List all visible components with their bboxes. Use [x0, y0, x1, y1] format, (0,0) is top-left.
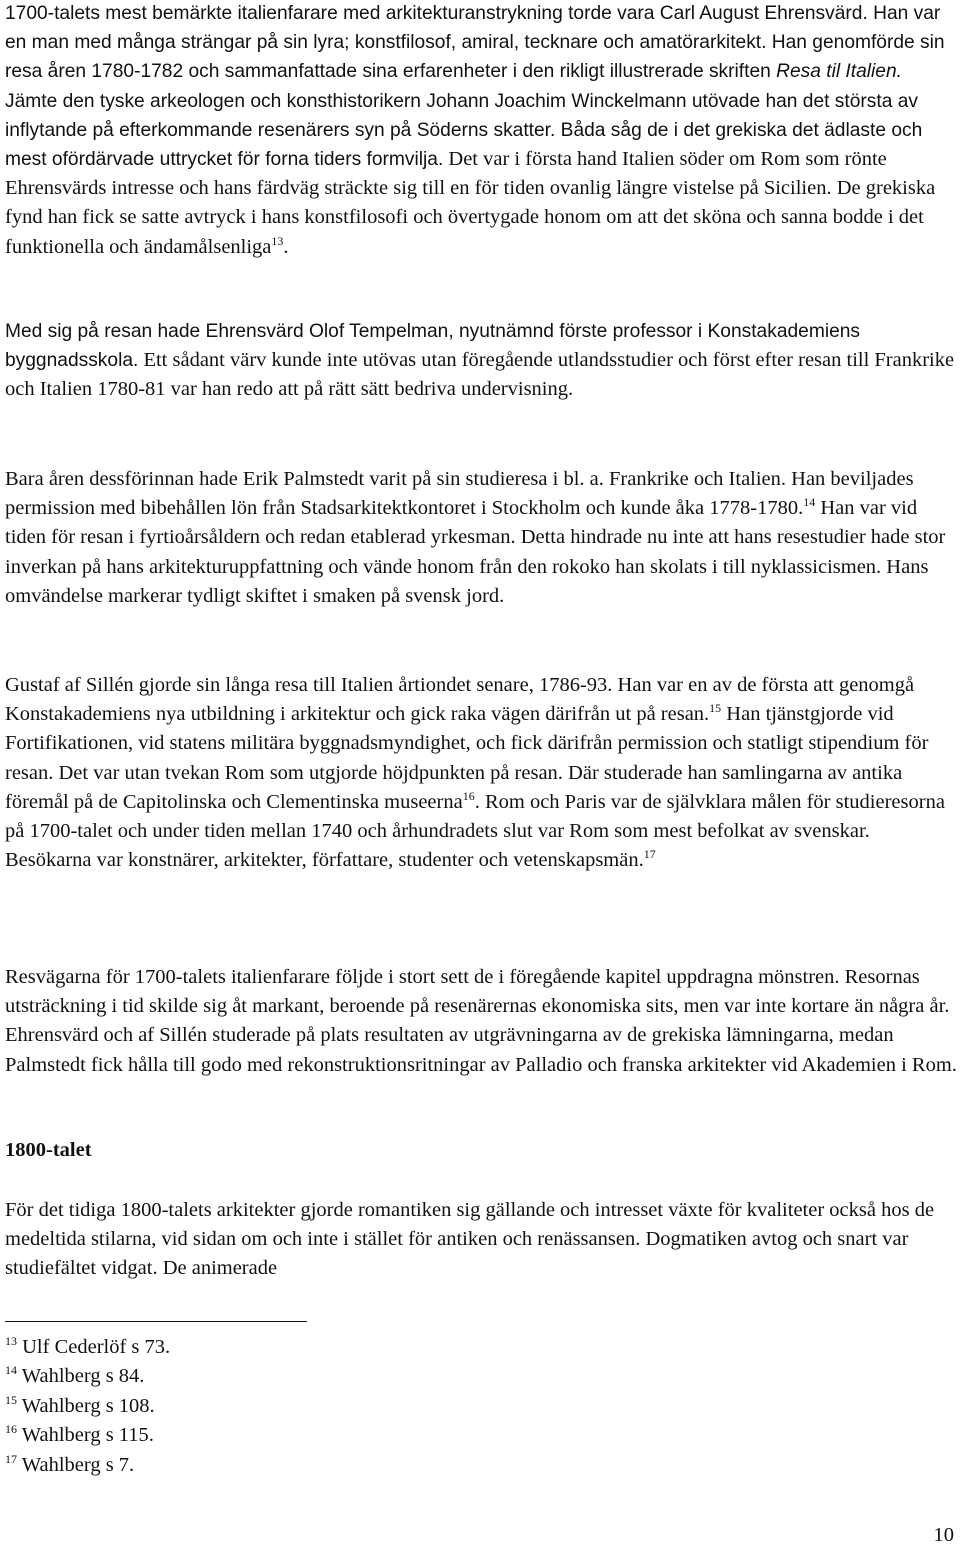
- text-run: . Rom och Paris var de självklara målen för studieresorna på 1700-talet och under tiden mellan 1740 och århundradets slut var Rom som mest befolkat av svenskar. Besökarna var konstnärer, arkitekter, författare, studenter och vetenskapsmän.: [5, 790, 945, 872]
- paragraph-palmstedt: [5, 465, 957, 611]
- footnote-item: $^{17}$ Wahlberg s 7.: [5, 1451, 135, 1476]
- text-run: Gustaf af Sillén gjorde sin långa resa till Italien årtiondet senare, 1786-93. Han var en av de första att genomgå Konstakademiens nya utbildning i arkitektur och gick raka vägen därifrån ut på resan.: [5, 674, 915, 726]
- paragraph-ehrensvard: [5, 0, 957, 262]
- text-run: Han tjänstgjorde vid Fortifikationen, vid statens militära byggnadsmyndighet, och fick därifrån permission och statligt stipendium för resan. Det var utan tvekan Rom som utgjorde höjdpunkten på resan. Där studerade han samlingarna av antika föremål på de Capitolinska och Clementinska museerna: [5, 703, 929, 813]
- page-number: 10: [933, 1524, 954, 1546]
- section-heading-1800: 1800-talet: [5, 1139, 92, 1161]
- text-run: Resa til Italien.: [776, 61, 902, 83]
- paragraph-1800-talet: [5, 1196, 957, 1284]
- text-run: Det var i första hand Italien söder om Rom som rönte Ehrensvärds intresse och hans färdväg sträckte sig till en för tiden ovanlig längre vistelse på Sicilien. De grekiska fynd han fick se satte avtryck i hans konstfilosofi och övertygade honom om att det sköna och sanna bodde i det funktionella och ändamålsenliga: [5, 148, 936, 258]
- text-run: Bara åren dessförinnan hade Erik Palmstedt varit på sin studieresa i bl. a. Frankrike och Italien. Han beviljades permission med bibehållen lön från Stadsarkitektkontoret i Stockholm och kunde åka 1778-1780.: [5, 468, 914, 520]
- text-run: Resvägarna för 1700-talets italienfarare följde i stort sett de i föregående kapitel uppdragna mönstren. Resornas utsträckning i tid skilde sig åt markant, beroende på resenärernas ekonomiska sits, men var inte kortare än några år. Ehrensvärd och af Sillén studerade på plats resultaten av utgrävningarna av de grekiska lämningarna, medan Palmstedt fick hålla till godo med rekonstruktionsritningar av Palladio och franska arkitekter vid Akademien i Rom.: [5, 966, 957, 1076]
- footnote-item: $^{13}$ Ulf Cederlöf s 73.: [5, 1334, 171, 1358]
- text-run: Med sig på resan hade Ehrensvärd Olof Tempelman, nyutnämnd förste professor i Konstakademiens byggnadsskola.: [5, 321, 861, 372]
- footnote-item: $^{14}$ Wahlberg s 84.: [5, 1363, 145, 1388]
- paragraph-sillen: [5, 671, 957, 875]
- footnote-item: $^{15}$ Wahlberg s 108.: [5, 1392, 155, 1417]
- footnote-ref: 17: [643, 847, 656, 862]
- footnote-ref: 16: [462, 788, 475, 803]
- text-run: Han genomförde sin resa åren 1780-1782 och sammanfattade sina erfarenheter i den rikligt illustrerade skriften: [5, 32, 945, 83]
- paragraph-tempelman: [5, 317, 957, 405]
- footnote-ref: 13: [271, 233, 284, 248]
- text-run: Han var vid tiden för resan i fyrtioårsåldern och redan etablerad yrkesman. Detta hindrade nu inte att hans resestudier hade stor inverkan på hans arkitekturuppfattning och vände honom från den rokoko han skolats i till nyklassicismen. Hans omvändelse markerar tydligt skiftet i smaken på svensk jord.: [5, 497, 946, 607]
- text-run: Ett sådant värv kunde inte utövas utan föregående utlandsstudier och först efter resan till Frankrike och Italien 1780-81 var han redo att på rätt sätt bedriva undervisning.: [5, 349, 955, 401]
- paragraph-resvagarna: [5, 963, 957, 1080]
- text-run: 1700-talets mest bemärkte italienfarare med arkitekturanstrykning torde vara Carl August Ehrensvärd. Han var en man med många strängar på sin lyra; konstfilosof, amiral, tecknare och amatörarkitekt.: [5, 3, 941, 54]
- text-run: .: [283, 235, 289, 258]
- footnote-divider: [5, 1321, 307, 1322]
- footnote-ref: 14: [803, 495, 816, 510]
- footnote-ref: 15: [709, 701, 722, 716]
- footnote-item: $^{16}$ Wahlberg s 115.: [5, 1422, 154, 1447]
- text-run: Jämte den tyske arkeologen och konsthistorikern Johann Joachim Winckelmann utövade han det största av inflytande på efterkommande resenärers syn på Söderns skatter. Båda såg de i det grekiska det ädlaste och mest ofördärvade uttrycket för forna tiders formvilja.: [5, 90, 923, 171]
- text-run: För det tidiga 1800-talets arkitekter gjorde romantiken sig gällande och intresset växte för kvaliteter också hos de medeltida stilarna, vid sidan om och inte i stället för antiken och renässansen. Dogmatiken avtog och snart var studiefältet vidgat. De animerade: [5, 1199, 935, 1280]
- footnotes-list: [5, 1333, 170, 1480]
